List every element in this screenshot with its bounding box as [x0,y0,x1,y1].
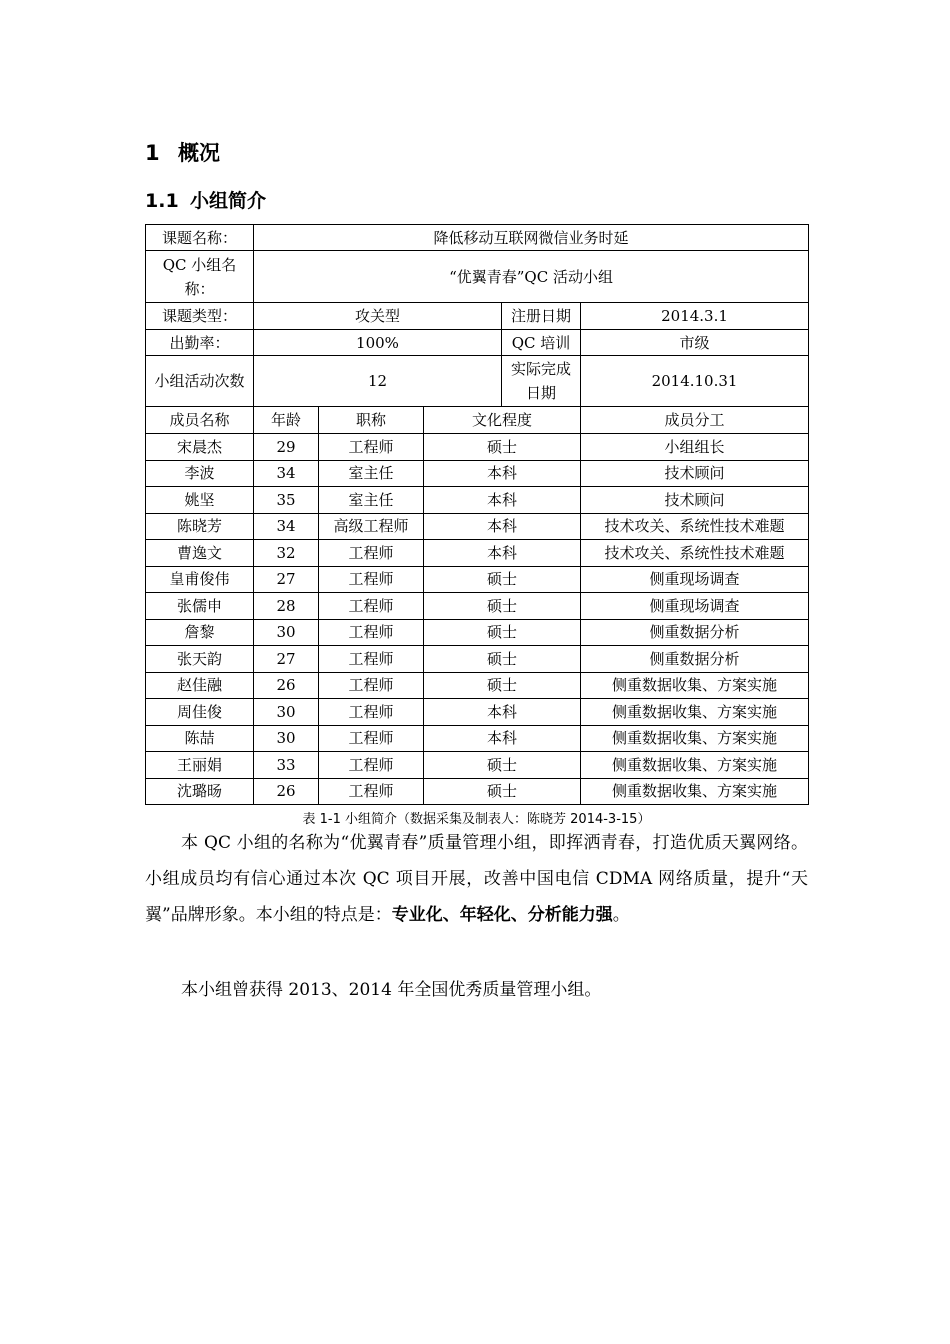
member-role: 侧重数据收集、方案实施 [581,725,809,752]
member-row [146,778,809,805]
member-title: 室主任 [319,487,424,514]
member-name: 王丽娟 [146,752,254,779]
member-role: 技术顾问 [581,487,809,514]
member-education: 硕士 [424,619,581,646]
member-title: 工程师 [319,752,424,779]
member-role: 侧重数据收集、方案实施 [581,778,809,805]
table-caption: 表 1-1 小组简介（数据采集及制表人：陈晓芳 2014-3-15） [302,812,651,827]
member-row [146,460,809,487]
member-education: 硕士 [424,752,581,779]
member-title: 工程师 [319,699,424,726]
subsection-title: 小组简介 [190,190,267,212]
info-row-topic [146,225,809,251]
member-role: 技术攻关、系统性技术难题 [581,513,809,540]
member-role: 侧重数据分析 [581,646,809,673]
section-number: 1 [145,141,160,165]
members-header-row [146,407,809,434]
member-education: 本科 [424,699,581,726]
topic-value: 降低移动互联网微信业务时延 [254,225,809,251]
member-title: 工程师 [319,566,424,593]
group-info-table [145,224,809,805]
award-paragraph: 本小组曾获得 2013、2014 年全国优秀质量管理小组。 [181,980,602,1000]
member-education: 本科 [424,725,581,752]
intro-highlight: 专业化、年轻化、分析能力强 [391,905,613,925]
member-age: 30 [254,725,319,752]
header-title: 职称 [319,407,424,434]
member-name: 陈晓芳 [146,513,254,540]
member-age: 28 [254,593,319,620]
member-row [146,725,809,752]
member-row [146,672,809,699]
member-name: 詹黎 [146,619,254,646]
reg-value: 2014.3.1 [581,303,809,330]
member-education: 本科 [424,513,581,540]
member-education: 硕士 [424,646,581,673]
section-title: 概况 [178,141,220,165]
member-row [146,487,809,514]
header-age: 年龄 [254,407,319,434]
header-education: 文化程度 [424,407,581,434]
member-role: 侧重现场调查 [581,566,809,593]
type-label: 课题类型： [146,303,254,330]
intro-text: 本 QC 小组的名称为“优翼青春”质量管理小组，即挥洒青春，打造优质天翼网络。小组成员均有信心通过本次 QC 项目开展，改善中国电信 CDMA 网络质量，提升“天翼”品牌形象。本小组的特点是： [145,833,808,925]
member-title: 工程师 [319,593,424,620]
train-value: 市级 [581,330,809,356]
section-heading [145,137,220,167]
member-title: 工程师 [319,646,424,673]
intro-end: 。 [612,905,630,925]
member-name: 陈喆 [146,725,254,752]
subsection-number: 1.1 [145,190,179,212]
member-education: 硕士 [424,672,581,699]
member-age: 35 [254,487,319,514]
member-name: 赵佳融 [146,672,254,699]
member-row [146,434,809,461]
member-name: 皇甫俊伟 [146,566,254,593]
member-role: 侧重数据分析 [581,619,809,646]
subsection-heading [145,186,266,213]
attend-value: 100% [254,330,502,356]
intro-paragraph [145,825,808,933]
member-title: 高级工程师 [319,513,424,540]
member-role: 小组组长 [581,434,809,461]
count-value: 12 [254,356,502,407]
member-role: 技术顾问 [581,460,809,487]
member-age: 29 [254,434,319,461]
attend-label: 出勤率： [146,330,254,356]
member-age: 27 [254,646,319,673]
member-name: 姚坚 [146,487,254,514]
member-age: 33 [254,752,319,779]
info-row-group [146,251,809,303]
member-name: 宋晨杰 [146,434,254,461]
member-age: 34 [254,513,319,540]
info-row-type [146,303,809,330]
member-age: 34 [254,460,319,487]
member-education: 硕士 [424,593,581,620]
member-role: 侧重数据收集、方案实施 [581,699,809,726]
info-row-attendance [146,330,809,356]
group-label: QC 小组名称： [146,251,254,303]
member-age: 30 [254,619,319,646]
member-name: 张儒申 [146,593,254,620]
member-title: 室主任 [319,460,424,487]
member-row [146,619,809,646]
header-name: 成员名称 [146,407,254,434]
member-role: 侧重数据收集、方案实施 [581,672,809,699]
member-name: 沈璐旸 [146,778,254,805]
member-name: 李波 [146,460,254,487]
member-row [146,513,809,540]
member-title: 工程师 [319,540,424,567]
member-title: 工程师 [319,672,424,699]
type-value: 攻关型 [254,303,502,330]
member-role: 侧重数据收集、方案实施 [581,752,809,779]
member-name: 曹逸文 [146,540,254,567]
member-age: 27 [254,566,319,593]
member-title: 工程师 [319,434,424,461]
member-education: 本科 [424,460,581,487]
reg-label: 注册日期 [502,303,581,330]
info-rows [146,225,809,407]
member-title: 工程师 [319,619,424,646]
member-title: 工程师 [319,725,424,752]
finish-value: 2014.10.31 [581,356,809,407]
member-row [146,540,809,567]
member-education: 本科 [424,540,581,567]
member-education: 硕士 [424,566,581,593]
count-label: 小组活动次数 [146,356,254,407]
group-value: “优翼青春”QC 活动小组 [254,251,809,303]
topic-label: 课题名称： [146,225,254,251]
member-title: 工程师 [319,778,424,805]
member-role: 技术攻关、系统性技术难题 [581,540,809,567]
member-education: 硕士 [424,778,581,805]
member-role: 侧重现场调查 [581,593,809,620]
header-role: 成员分工 [581,407,809,434]
member-name: 张天韵 [146,646,254,673]
member-row [146,699,809,726]
member-rows [146,407,809,805]
member-name: 周佳俊 [146,699,254,726]
member-row [146,593,809,620]
member-row [146,752,809,779]
member-row [146,566,809,593]
train-label: QC 培训 [502,330,581,356]
member-age: 26 [254,672,319,699]
member-age: 26 [254,778,319,805]
member-education: 硕士 [424,434,581,461]
member-row [146,646,809,673]
member-age: 32 [254,540,319,567]
info-row-activity [146,356,809,407]
finish-label: 实际完成日期 [502,356,581,407]
member-education: 本科 [424,487,581,514]
member-age: 30 [254,699,319,726]
